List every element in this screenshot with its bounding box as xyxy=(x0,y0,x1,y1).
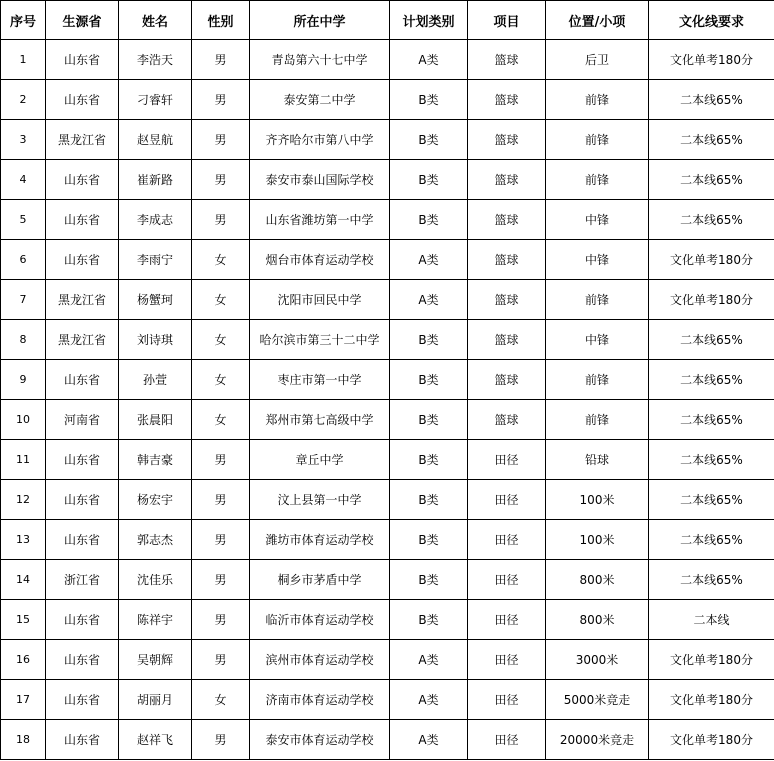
cell-school: 泰安市泰山国际学校 xyxy=(250,160,390,200)
cell-sport: 田径 xyxy=(468,560,546,600)
cell-academic-requirement: 二本线65% xyxy=(649,360,774,400)
cell-province: 山东省 xyxy=(46,520,119,560)
cell-sport: 篮球 xyxy=(468,240,546,280)
cell-province: 山东省 xyxy=(46,680,119,720)
cell-academic-requirement: 二本线65% xyxy=(649,480,774,520)
cell-gender: 女 xyxy=(192,400,250,440)
cell-school: 烟台市体育运动学校 xyxy=(250,240,390,280)
cell-school: 沈阳市回民中学 xyxy=(250,280,390,320)
cell-sport: 田径 xyxy=(468,440,546,480)
cell-position-event: 中锋 xyxy=(546,200,649,240)
cell-academic-requirement: 文化单考180分 xyxy=(649,720,774,760)
cell-school: 滨州市体育运动学校 xyxy=(250,640,390,680)
cell-province: 山东省 xyxy=(46,600,119,640)
header-academic-requirement: 文化线要求 xyxy=(649,1,774,40)
cell-sport: 篮球 xyxy=(468,280,546,320)
table-body xyxy=(1,40,774,760)
cell-plan-category: B类 xyxy=(390,320,468,360)
table-row xyxy=(1,280,774,320)
table-row xyxy=(1,320,774,360)
cell-sport: 篮球 xyxy=(468,160,546,200)
cell-name: 孙萱 xyxy=(119,360,192,400)
cell-gender: 男 xyxy=(192,120,250,160)
cell-gender: 男 xyxy=(192,480,250,520)
cell-province: 河南省 xyxy=(46,400,119,440)
cell-index: 13 xyxy=(1,520,46,560)
cell-plan-category: A类 xyxy=(390,40,468,80)
table-row xyxy=(1,160,774,200)
cell-plan-category: A类 xyxy=(390,280,468,320)
cell-plan-category: B类 xyxy=(390,160,468,200)
cell-index: 10 xyxy=(1,400,46,440)
cell-plan-category: B类 xyxy=(390,520,468,560)
cell-academic-requirement: 文化单考180分 xyxy=(649,40,774,80)
cell-name: 崔新路 xyxy=(119,160,192,200)
cell-index: 6 xyxy=(1,240,46,280)
cell-school: 汶上县第一中学 xyxy=(250,480,390,520)
cell-name: 李雨宁 xyxy=(119,240,192,280)
cell-plan-category: A类 xyxy=(390,720,468,760)
table-row xyxy=(1,560,774,600)
cell-school: 青岛第六十七中学 xyxy=(250,40,390,80)
table-row xyxy=(1,520,774,560)
cell-position-event: 前锋 xyxy=(546,400,649,440)
cell-position-event: 20000米竞走 xyxy=(546,720,649,760)
cell-gender: 男 xyxy=(192,200,250,240)
cell-name: 胡丽月 xyxy=(119,680,192,720)
cell-province: 黑龙江省 xyxy=(46,320,119,360)
cell-academic-requirement: 二本线65% xyxy=(649,440,774,480)
cell-index: 3 xyxy=(1,120,46,160)
cell-plan-category: B类 xyxy=(390,360,468,400)
cell-school: 泰安市体育运动学校 xyxy=(250,720,390,760)
cell-school: 哈尔滨市第三十二中学 xyxy=(250,320,390,360)
cell-school: 章丘中学 xyxy=(250,440,390,480)
cell-school: 济南市体育运动学校 xyxy=(250,680,390,720)
cell-gender: 女 xyxy=(192,320,250,360)
cell-plan-category: B类 xyxy=(390,560,468,600)
cell-gender: 男 xyxy=(192,520,250,560)
cell-name: 刘诗琪 xyxy=(119,320,192,360)
cell-plan-category: B类 xyxy=(390,200,468,240)
cell-academic-requirement: 二本线65% xyxy=(649,560,774,600)
cell-province: 山东省 xyxy=(46,40,119,80)
cell-sport: 篮球 xyxy=(468,40,546,80)
cell-name: 李成志 xyxy=(119,200,192,240)
cell-academic-requirement: 二本线65% xyxy=(649,520,774,560)
cell-index: 12 xyxy=(1,480,46,520)
cell-position-event: 800米 xyxy=(546,600,649,640)
cell-academic-requirement: 文化单考180分 xyxy=(649,280,774,320)
cell-plan-category: B类 xyxy=(390,440,468,480)
cell-name: 杨蟹珂 xyxy=(119,280,192,320)
cell-index: 5 xyxy=(1,200,46,240)
cell-gender: 男 xyxy=(192,560,250,600)
cell-position-event: 后卫 xyxy=(546,40,649,80)
cell-plan-category: B类 xyxy=(390,480,468,520)
cell-name: 陈祥宇 xyxy=(119,600,192,640)
cell-plan-category: B类 xyxy=(390,400,468,440)
header-name: 姓名 xyxy=(119,1,192,40)
cell-name: 赵祥飞 xyxy=(119,720,192,760)
cell-academic-requirement: 二本线65% xyxy=(649,80,774,120)
cell-index: 4 xyxy=(1,160,46,200)
cell-plan-category: B类 xyxy=(390,80,468,120)
cell-index: 8 xyxy=(1,320,46,360)
cell-position-event: 800米 xyxy=(546,560,649,600)
table-row xyxy=(1,640,774,680)
cell-province: 山东省 xyxy=(46,160,119,200)
cell-name: 李浩天 xyxy=(119,40,192,80)
header-school: 所在中学 xyxy=(250,1,390,40)
cell-index: 7 xyxy=(1,280,46,320)
cell-gender: 男 xyxy=(192,720,250,760)
cell-index: 15 xyxy=(1,600,46,640)
cell-name: 杨宏宇 xyxy=(119,480,192,520)
cell-school: 郑州市第七高级中学 xyxy=(250,400,390,440)
cell-sport: 田径 xyxy=(468,600,546,640)
cell-plan-category: B类 xyxy=(390,600,468,640)
cell-name: 沈佳乐 xyxy=(119,560,192,600)
cell-name: 赵昱航 xyxy=(119,120,192,160)
table-row xyxy=(1,680,774,720)
cell-position-event: 前锋 xyxy=(546,80,649,120)
header-row xyxy=(1,1,774,40)
header-sport: 项目 xyxy=(468,1,546,40)
cell-gender: 男 xyxy=(192,640,250,680)
cell-province: 山东省 xyxy=(46,200,119,240)
table-row xyxy=(1,600,774,640)
table-row xyxy=(1,400,774,440)
table-row xyxy=(1,40,774,80)
cell-index: 11 xyxy=(1,440,46,480)
cell-academic-requirement: 二本线65% xyxy=(649,320,774,360)
cell-academic-requirement: 二本线65% xyxy=(649,160,774,200)
cell-sport: 篮球 xyxy=(468,400,546,440)
cell-school: 山东省潍坊第一中学 xyxy=(250,200,390,240)
header-province: 生源省 xyxy=(46,1,119,40)
table-row xyxy=(1,120,774,160)
cell-province: 山东省 xyxy=(46,360,119,400)
table-row xyxy=(1,240,774,280)
table-header xyxy=(1,1,774,40)
cell-province: 黑龙江省 xyxy=(46,280,119,320)
cell-index: 16 xyxy=(1,640,46,680)
table-row xyxy=(1,440,774,480)
table-row xyxy=(1,720,774,760)
cell-gender: 女 xyxy=(192,680,250,720)
cell-academic-requirement: 二本线65% xyxy=(649,400,774,440)
cell-school: 潍坊市体育运动学校 xyxy=(250,520,390,560)
cell-position-event: 100米 xyxy=(546,520,649,560)
cell-position-event: 前锋 xyxy=(546,360,649,400)
cell-position-event: 前锋 xyxy=(546,280,649,320)
cell-academic-requirement: 二本线65% xyxy=(649,120,774,160)
table-row xyxy=(1,480,774,520)
header-plan-category: 计划类别 xyxy=(390,1,468,40)
cell-sport: 篮球 xyxy=(468,80,546,120)
cell-academic-requirement: 二本线65% xyxy=(649,200,774,240)
header-position-event: 位置/小项 xyxy=(546,1,649,40)
cell-sport: 田径 xyxy=(468,640,546,680)
cell-position-event: 100米 xyxy=(546,480,649,520)
cell-gender: 男 xyxy=(192,440,250,480)
cell-province: 山东省 xyxy=(46,480,119,520)
table-row xyxy=(1,200,774,240)
cell-index: 2 xyxy=(1,80,46,120)
cell-position-event: 中锋 xyxy=(546,240,649,280)
cell-name: 韩吉豪 xyxy=(119,440,192,480)
cell-province: 山东省 xyxy=(46,720,119,760)
cell-academic-requirement: 文化单考180分 xyxy=(649,680,774,720)
cell-gender: 女 xyxy=(192,240,250,280)
cell-sport: 篮球 xyxy=(468,360,546,400)
header-gender: 性别 xyxy=(192,1,250,40)
cell-sport: 篮球 xyxy=(468,320,546,360)
cell-sport: 田径 xyxy=(468,680,546,720)
cell-province: 山东省 xyxy=(46,640,119,680)
cell-school: 桐乡市茅盾中学 xyxy=(250,560,390,600)
cell-position-event: 中锋 xyxy=(546,320,649,360)
cell-index: 18 xyxy=(1,720,46,760)
cell-name: 刁睿轩 xyxy=(119,80,192,120)
cell-academic-requirement: 二本线 xyxy=(649,600,774,640)
cell-gender: 男 xyxy=(192,160,250,200)
cell-name: 吴朝辉 xyxy=(119,640,192,680)
cell-position-event: 5000米竞走 xyxy=(546,680,649,720)
cell-province: 山东省 xyxy=(46,240,119,280)
cell-gender: 男 xyxy=(192,600,250,640)
table-row xyxy=(1,80,774,120)
cell-index: 14 xyxy=(1,560,46,600)
cell-school: 临沂市体育运动学校 xyxy=(250,600,390,640)
cell-gender: 男 xyxy=(192,40,250,80)
cell-school: 泰安第二中学 xyxy=(250,80,390,120)
table-row xyxy=(1,360,774,400)
cell-index: 9 xyxy=(1,360,46,400)
cell-sport: 田径 xyxy=(468,520,546,560)
cell-plan-category: A类 xyxy=(390,640,468,680)
cell-province: 山东省 xyxy=(46,80,119,120)
cell-index: 1 xyxy=(1,40,46,80)
cell-province: 山东省 xyxy=(46,440,119,480)
cell-name: 张晨阳 xyxy=(119,400,192,440)
cell-gender: 男 xyxy=(192,80,250,120)
cell-gender: 女 xyxy=(192,360,250,400)
cell-sport: 田径 xyxy=(468,720,546,760)
cell-position-event: 铅球 xyxy=(546,440,649,480)
cell-position-event: 前锋 xyxy=(546,120,649,160)
cell-position-event: 3000米 xyxy=(546,640,649,680)
cell-plan-category: B类 xyxy=(390,120,468,160)
cell-province: 黑龙江省 xyxy=(46,120,119,160)
cell-school: 枣庄市第一中学 xyxy=(250,360,390,400)
cell-province: 浙江省 xyxy=(46,560,119,600)
cell-sport: 田径 xyxy=(468,480,546,520)
cell-school: 齐齐哈尔市第八中学 xyxy=(250,120,390,160)
cell-academic-requirement: 文化单考180分 xyxy=(649,240,774,280)
cell-position-event: 前锋 xyxy=(546,160,649,200)
header-index: 序号 xyxy=(1,1,46,40)
cell-index: 17 xyxy=(1,680,46,720)
cell-sport: 篮球 xyxy=(468,120,546,160)
cell-academic-requirement: 文化单考180分 xyxy=(649,640,774,680)
cell-plan-category: A类 xyxy=(390,240,468,280)
cell-name: 郭志杰 xyxy=(119,520,192,560)
cell-sport: 篮球 xyxy=(468,200,546,240)
cell-plan-category: A类 xyxy=(390,680,468,720)
cell-gender: 女 xyxy=(192,280,250,320)
